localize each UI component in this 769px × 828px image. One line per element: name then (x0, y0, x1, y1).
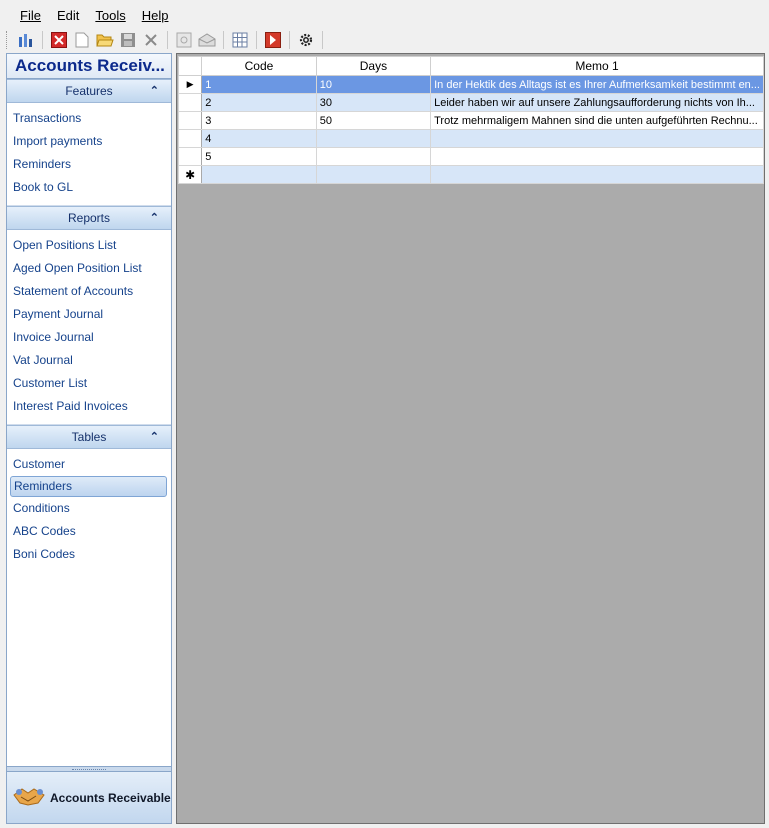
sidebar-item-interest-paid-invoices[interactable]: Interest Paid Invoices (13, 399, 128, 413)
cell-code[interactable]: 4 (202, 130, 317, 148)
cell-memo[interactable]: In der Hektik des Alltags ist es Ihrer Aufmerksamkeit bestimmt en... (431, 76, 764, 94)
handshake-icon (12, 783, 46, 812)
reminders-grid (178, 56, 764, 184)
section-tables (7, 449, 171, 572)
grid-header-row (179, 57, 764, 76)
column-header-code[interactable]: Code (202, 57, 317, 76)
new-document-icon[interactable] (72, 30, 92, 50)
menu-edit[interactable]: Edit (56, 7, 80, 23)
table-row[interactable] (179, 76, 764, 94)
module-label: Accounts Receivable (50, 790, 171, 805)
cell-code[interactable] (202, 166, 317, 184)
row-header[interactable] (179, 112, 202, 130)
toolbar-grip[interactable] (6, 31, 9, 49)
menu-help[interactable]: Help (141, 7, 169, 23)
sidebar-item-customer-list[interactable]: Customer List (13, 376, 88, 390)
sidebar-item-customer[interactable]: Customer (13, 457, 66, 471)
sidebar-item-conditions[interactable]: Conditions (13, 501, 70, 515)
cell-days[interactable]: 10 (316, 76, 430, 94)
cell-memo[interactable]: Trotz mehrmaligem Mahnen sind die unten aufgeführten Rechnu... (431, 112, 764, 130)
section-header-tables[interactable] (7, 425, 171, 449)
toolbar (0, 28, 769, 52)
collapse-chevron-icon[interactable]: ⌃ (149, 85, 159, 97)
new-row[interactable] (179, 166, 764, 184)
section-features (7, 103, 171, 206)
sidebar-item-invoice-journal[interactable]: Invoice Journal (13, 330, 94, 344)
sidebar-item-reminders-feature[interactable]: Reminders (13, 157, 72, 171)
table-row[interactable] (179, 148, 764, 166)
table-row[interactable] (179, 94, 764, 112)
cell-code[interactable]: 5 (202, 148, 317, 166)
sidebar-item-open-positions-list[interactable]: Open Positions List (13, 238, 117, 252)
module-button-accounts-receivable[interactable] (7, 771, 171, 823)
cell-code[interactable]: 1 (202, 76, 317, 94)
sidebar-item-book-to-gl[interactable]: Book to GL (13, 180, 74, 194)
cell-memo[interactable]: Leider haben wir auf unsere Zahlungsaufforderung nichts von Ih... (431, 94, 764, 112)
collapse-chevron-icon[interactable]: ⌃ (149, 431, 159, 443)
row-header-corner[interactable] (179, 57, 202, 76)
sidebar-item-boni-codes[interactable]: Boni Codes (13, 547, 76, 561)
current-row-indicator-icon[interactable]: ▶ (179, 76, 202, 94)
collapse-chevron-icon[interactable]: ⌃ (149, 212, 159, 224)
sidebar-item-aged-open-position-list[interactable]: Aged Open Position List (13, 261, 142, 275)
cell-code[interactable]: 3 (202, 112, 317, 130)
close-red-icon[interactable] (49, 30, 69, 50)
reports-icon[interactable] (16, 30, 36, 50)
save-icon[interactable] (118, 30, 138, 50)
print-icon[interactable] (174, 30, 194, 50)
section-header-features[interactable] (7, 79, 171, 103)
cell-days[interactable] (316, 148, 430, 166)
settings-gear-icon[interactable] (296, 30, 316, 50)
menu-tools[interactable]: Tools (95, 7, 126, 23)
navigation-sidebar (6, 53, 172, 824)
sidebar-item-statement-of-accounts[interactable]: Statement of Accounts (13, 284, 134, 298)
section-header-label: Features (65, 84, 113, 98)
open-folder-icon[interactable] (95, 30, 115, 50)
cell-days[interactable]: 50 (316, 112, 430, 130)
table-row[interactable] (179, 112, 764, 130)
export-red-icon[interactable] (263, 30, 283, 50)
column-header-memo-1[interactable]: Memo 1 (431, 57, 764, 76)
row-header[interactable] (179, 94, 202, 112)
cell-days[interactable] (316, 130, 430, 148)
row-header[interactable] (179, 148, 202, 166)
sidebar-item-abc-codes[interactable]: ABC Codes (13, 524, 76, 538)
section-header-label: Reports (67, 211, 111, 225)
row-header[interactable] (179, 130, 202, 148)
cell-days[interactable]: 30 (316, 94, 430, 112)
column-header-days[interactable]: Days (316, 57, 430, 76)
sidebar-title: Accounts Receiv... (7, 54, 171, 79)
grid-icon[interactable] (230, 30, 250, 50)
cell-memo[interactable] (431, 130, 764, 148)
reminders-grid-panel (176, 53, 765, 824)
table-row[interactable] (179, 130, 764, 148)
delete-icon[interactable] (141, 30, 161, 50)
menu-bar (0, 3, 769, 27)
email-icon[interactable] (197, 30, 217, 50)
cell-memo[interactable] (431, 148, 764, 166)
section-reports (7, 230, 171, 425)
sidebar-item-vat-journal[interactable]: Vat Journal (13, 353, 73, 367)
new-row-asterisk-icon[interactable]: ✱ (179, 166, 202, 184)
sidebar-item-transactions[interactable]: Transactions (13, 111, 82, 125)
cell-days[interactable] (316, 166, 430, 184)
menu-file[interactable]: File (20, 7, 41, 23)
cell-memo[interactable] (431, 166, 764, 184)
section-header-reports[interactable] (7, 206, 171, 230)
sidebar-item-import-payments[interactable]: Import payments (13, 134, 103, 148)
cell-code[interactable]: 2 (202, 94, 317, 112)
sidebar-item-reminders-table[interactable]: Reminders (10, 476, 167, 497)
section-header-label: Tables (71, 430, 107, 444)
sidebar-item-payment-journal[interactable]: Payment Journal (13, 307, 104, 321)
